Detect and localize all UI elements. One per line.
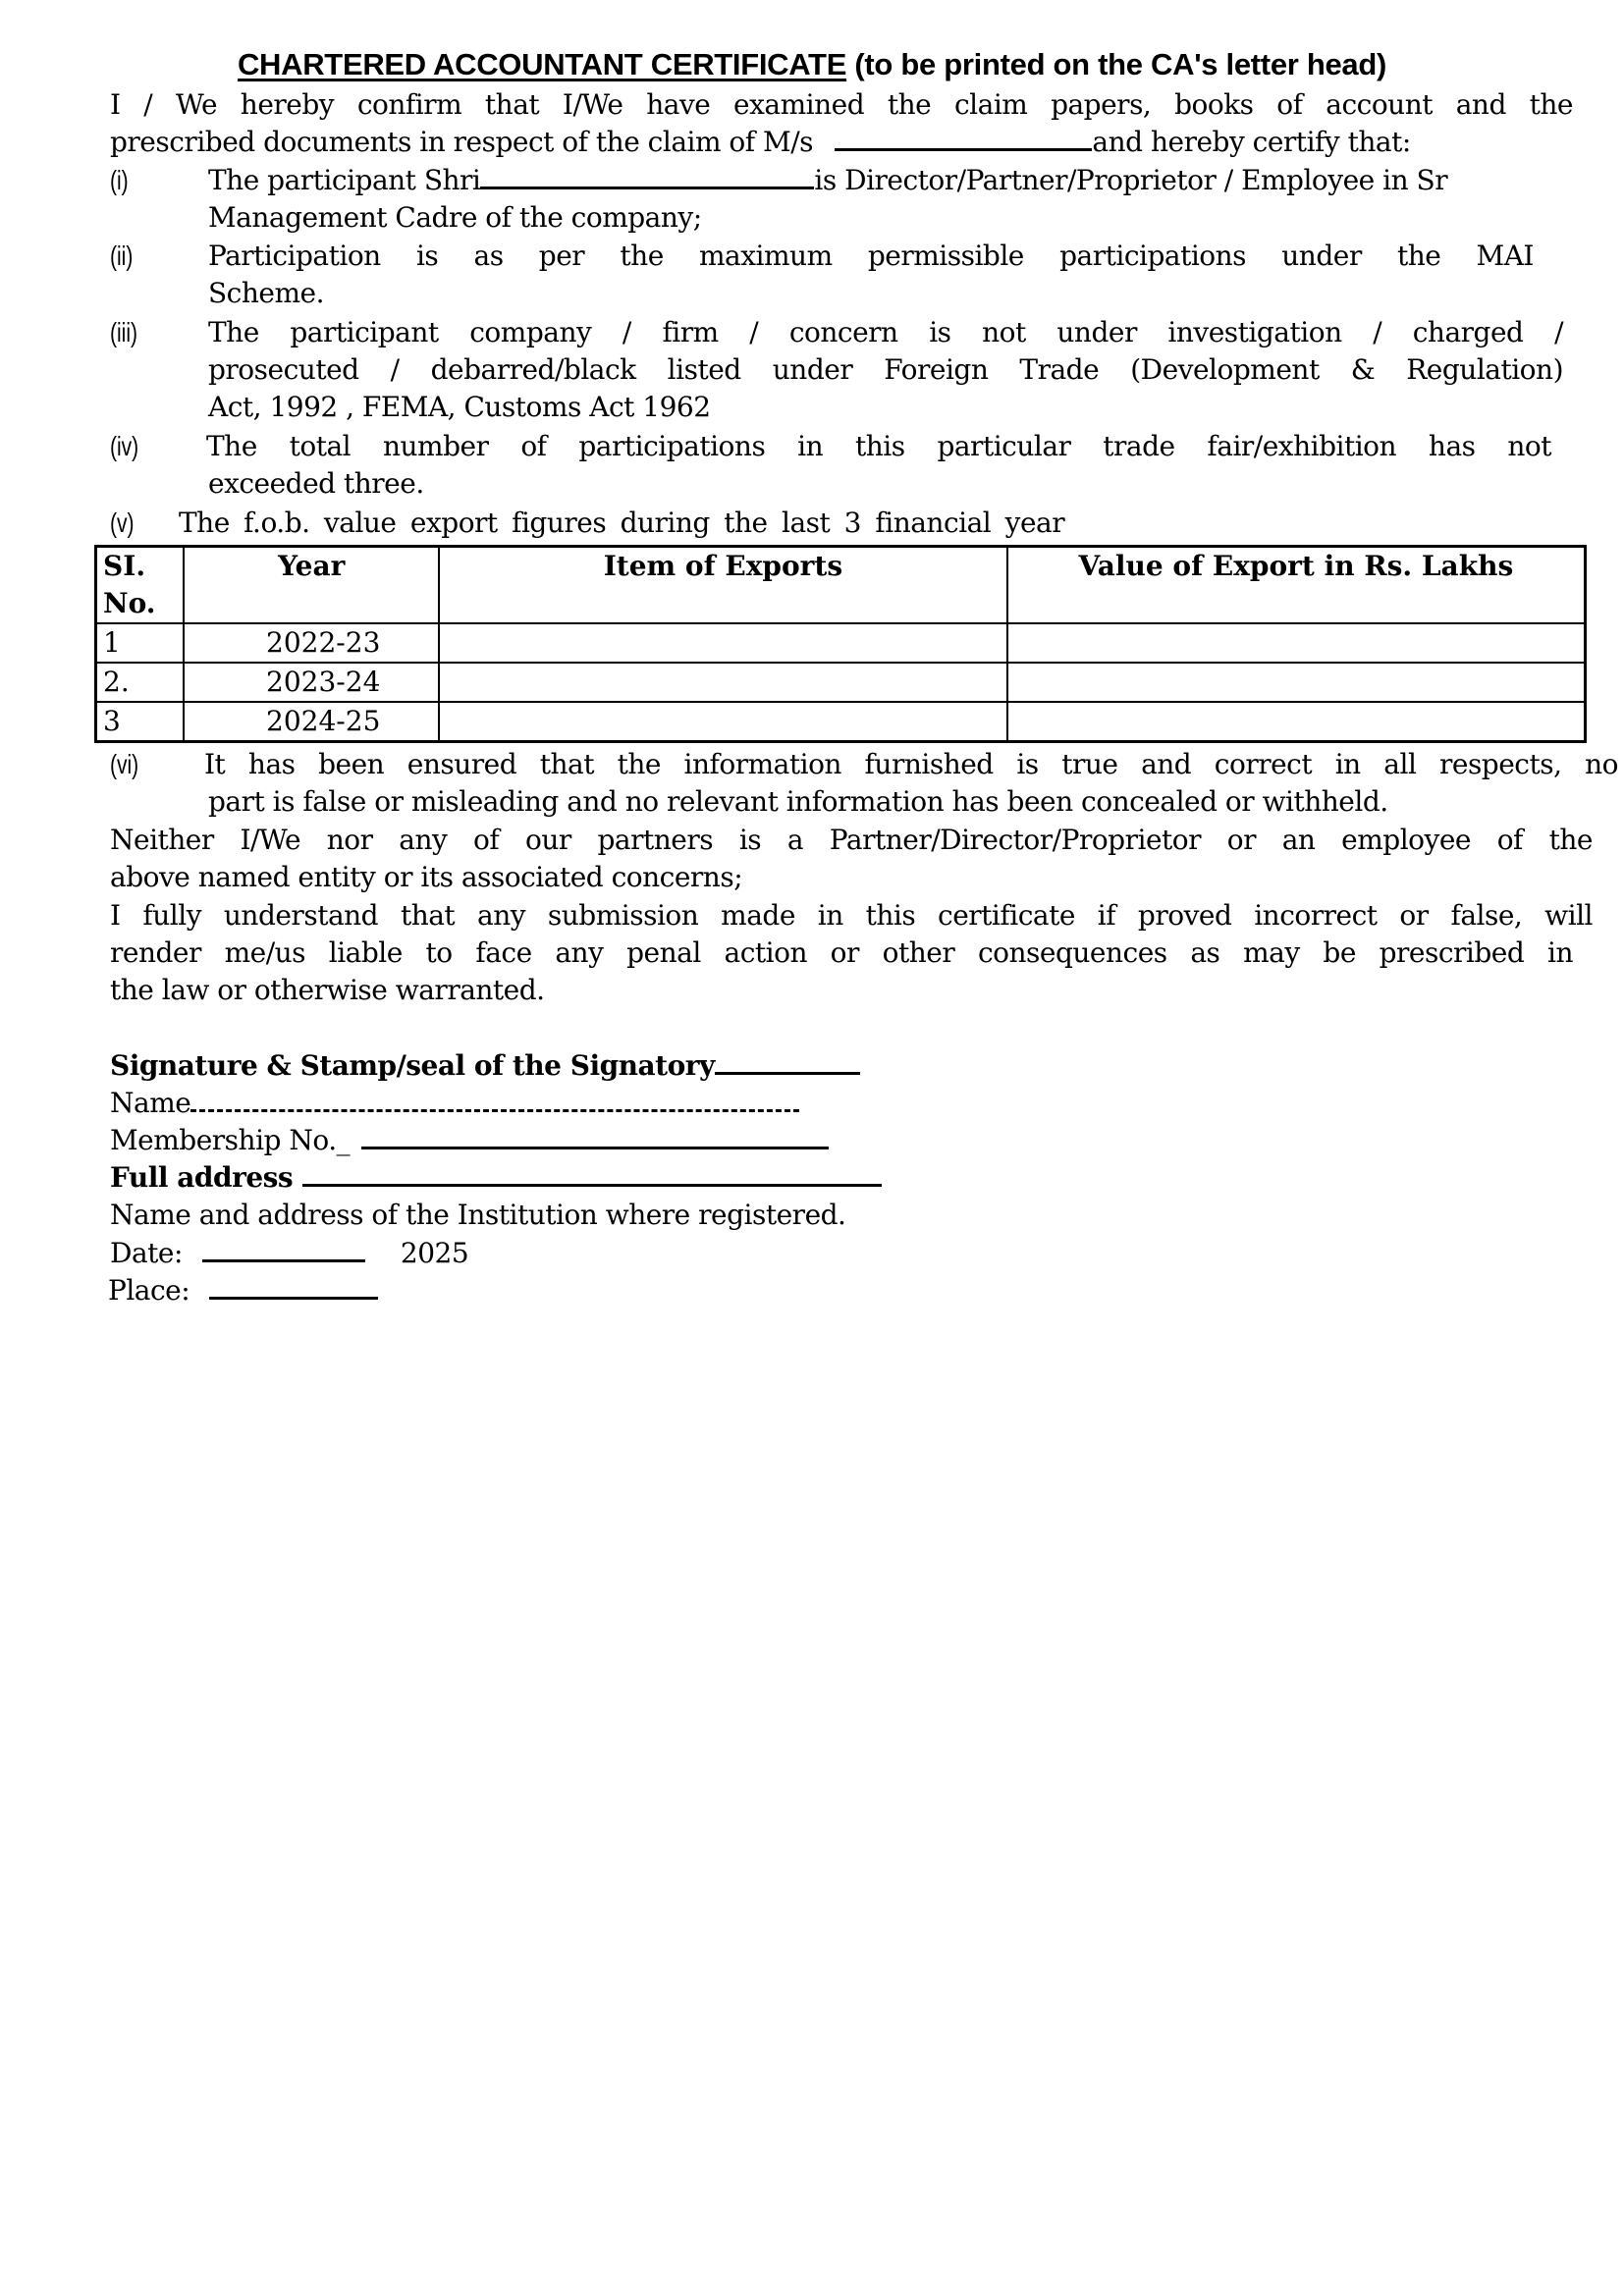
header-item-of-exports: Item of Exports	[439, 547, 1007, 624]
cell-item[interactable]	[439, 702, 1007, 742]
signature-label: Signature & Stamp/seal of the Signatory	[110, 1049, 715, 1082]
full-address-field[interactable]	[302, 1183, 882, 1187]
intro-line-1: I / We hereby confirm that I/We have examined the claim papers, books of account and the	[110, 88, 1573, 121]
header-sl-no: SI. No.	[96, 547, 185, 624]
cell-value[interactable]	[1007, 623, 1586, 663]
declaration-p2-line-3: the law or otherwise warranted.	[110, 974, 545, 1006]
item-iii-line-3: Act, 1992 , FEMA, Customs Act 1962	[208, 391, 711, 423]
numeral-iii: (iii)	[110, 317, 137, 347]
title-main: CHARTERED ACCOUNTANT CERTIFICATE	[237, 47, 847, 81]
numeral-iv: (iv)	[110, 431, 139, 461]
item-i-line-2: Management Cadre of the company;	[208, 201, 702, 234]
date-year: 2025	[400, 1237, 469, 1269]
membership-number-field[interactable]	[361, 1146, 829, 1149]
intro-line-2	[110, 124, 1573, 161]
cell-sl: 3	[96, 702, 185, 742]
table-row	[96, 623, 1586, 663]
cell-value[interactable]	[1007, 702, 1586, 742]
item-vi-line-2: part is false or misleading and no relevant information has been concealed or withheld.	[208, 785, 1388, 818]
cell-sl: 1	[96, 623, 185, 663]
declaration-p2-line-2: render me/us liable to face any penal action or other consequences as may be prescribed in	[110, 936, 1573, 969]
declaration-p2-line-1: I fully understand that any submission made in this certificate if proved incorrect or false, will	[110, 899, 1593, 932]
item-ii-line-2: Scheme.	[208, 277, 324, 309]
intro-claim-label: prescribed documents in respect of the claim of M/s	[110, 126, 814, 158]
cell-item[interactable]	[439, 623, 1007, 663]
place-field[interactable]	[209, 1296, 378, 1300]
declaration-p1-line-2: above named entity or its associated concerns;	[110, 861, 743, 893]
title-sub: (to be printed on the CA's letter head)	[846, 47, 1387, 81]
participant-name-field[interactable]	[480, 186, 814, 189]
intro-certify-text: and hereby certify that:	[1092, 126, 1411, 158]
address-label: Full address	[110, 1161, 294, 1194]
numeral-ii: (ii)	[110, 240, 134, 271]
item-iv-line-1: The total number of participations in this particular trade fair/exhibition has not	[206, 430, 1551, 462]
signature-line	[110, 1047, 860, 1085]
header-value-of-export: Value of Export in Rs. Lakhs	[1007, 547, 1586, 624]
date-label: Date:	[110, 1237, 183, 1269]
numeral-vi: (vi)	[110, 749, 139, 779]
export-figures-table	[94, 545, 1587, 743]
numeral-v: (v)	[110, 507, 135, 538]
item-iv-line-2: exceeded three.	[208, 467, 424, 500]
institution-line: Name and address of the Institution where registered.	[110, 1199, 846, 1231]
name-label: Name	[110, 1087, 191, 1119]
cell-item[interactable]	[439, 663, 1007, 702]
item-iii-line-2: prosecuted / debarred/black listed under Foreign Trade (Development & Regulation)	[208, 353, 1563, 386]
item-i-line-1	[208, 162, 1447, 199]
participant-label: The participant Shri	[208, 164, 481, 196]
name-line	[110, 1085, 799, 1122]
name-field[interactable]	[190, 1108, 799, 1112]
cell-value[interactable]	[1007, 663, 1586, 702]
address-line	[110, 1159, 882, 1197]
place-line	[108, 1272, 378, 1309]
item-iii-line-1: The participant company / firm / concern is not under investigation / charged /	[208, 316, 1563, 348]
item-ii-line-1: Participation is as per the maximum permissible participations under the MAI	[208, 240, 1534, 272]
item-v-line-1: The f.o.b. value export figures during the last 3 financial year	[179, 507, 1065, 539]
membership-label: Membership No._	[110, 1124, 351, 1156]
company-name-field[interactable]	[835, 147, 1092, 151]
date-line	[110, 1235, 468, 1272]
numeral-i: (i)	[110, 165, 129, 195]
cell-year: 2023-24	[184, 663, 439, 702]
cell-year: 2022-23	[184, 623, 439, 663]
cell-sl: 2.	[96, 663, 185, 702]
declaration-p1-line-1: Neither I/We nor any of our partners is a Partner/Director/Proprietor or an employee of the	[110, 824, 1593, 856]
signature-field[interactable]	[715, 1071, 860, 1075]
document-title	[0, 47, 1624, 82]
cell-year: 2024-25	[184, 702, 439, 742]
date-field[interactable]	[202, 1258, 365, 1262]
participant-role-text: is Director/Partner/Proprietor / Employee in Sr	[814, 164, 1448, 196]
table-header-row	[96, 547, 1586, 624]
item-vi-line-1: It has been ensured that the information furnished is true and correct in all respects, no	[204, 748, 1618, 780]
membership-line	[110, 1122, 829, 1159]
table-row	[96, 663, 1586, 702]
header-year: Year	[184, 547, 439, 624]
place-label: Place:	[108, 1274, 190, 1307]
table-row	[96, 702, 1586, 742]
